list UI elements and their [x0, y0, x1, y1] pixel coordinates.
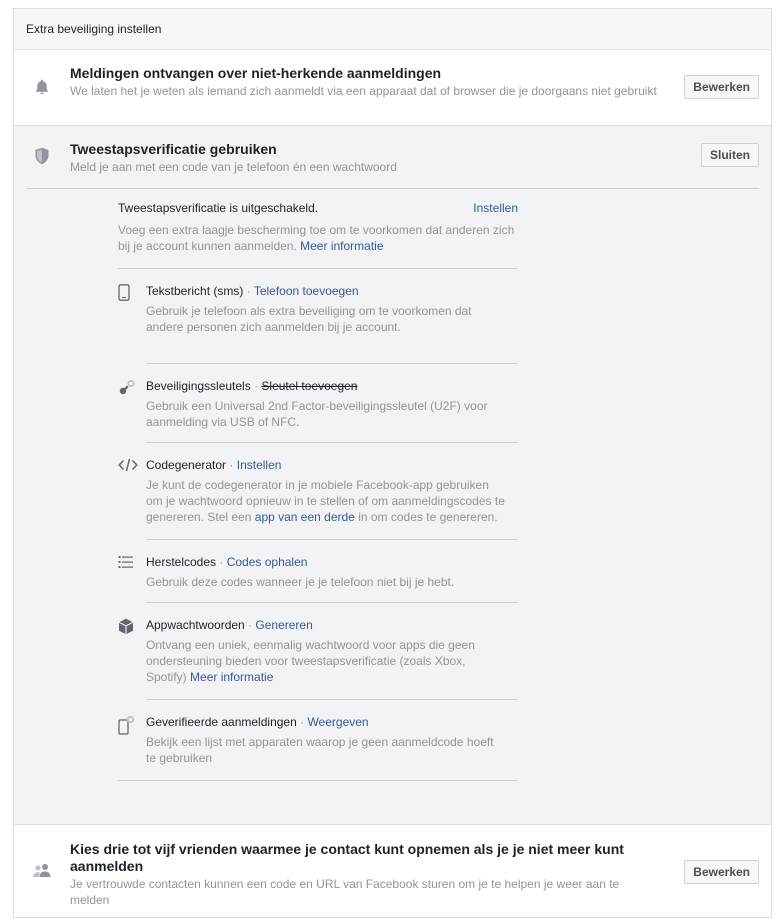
get-codes-link[interactable]: Codes ophalen [226, 555, 308, 569]
method-app-passwords-description [146, 637, 506, 685]
method-sms [118, 269, 518, 335]
separator: · [244, 618, 256, 632]
add-phone-link[interactable]: Telefoon toevoegen [253, 284, 359, 298]
two-factor-setup-link[interactable]: Instellen [473, 201, 518, 215]
method-keys-name: Beveiligingssleutels [146, 379, 251, 393]
device-icon [118, 714, 146, 766]
cube-icon [118, 617, 146, 685]
code-generator-setup-link[interactable]: Instellen [236, 458, 282, 472]
two-factor-description: Meld je aan met een code van je telefoon én een wachtwoord [70, 160, 397, 174]
phone-icon [118, 283, 146, 335]
separator: · [243, 284, 254, 298]
separator: · [296, 715, 308, 729]
third-party-app-link[interactable]: app van een derde [254, 510, 355, 524]
two-factor-content [118, 200, 518, 781]
login-alerts-edit-button[interactable]: Bewerken [684, 75, 759, 99]
separator: · [250, 379, 262, 393]
code-icon [118, 457, 146, 525]
bell-icon [14, 65, 70, 95]
method-recovery-codes [118, 540, 518, 590]
method-divider [118, 780, 518, 781]
trusted-contacts-title: Kies drie tot vijf vrienden waarmee je contact kunt opnemen als je je niet meer kunt aanmelden [70, 841, 624, 874]
trusted-contacts-row [14, 824, 771, 920]
method-recovery-name: Herstelcodes [146, 555, 217, 569]
login-alerts-row [14, 50, 771, 126]
two-factor-intro [118, 222, 518, 254]
add-key-link: Sleutel toevoegen [261, 379, 358, 393]
method-app-passwords-name: Appwachtwoorden [146, 618, 245, 632]
app-passwords-text: Ontvang een uniek, eenmalig wachtwoord voor apps die geen ondersteuning bieden voor tweestapsverificatie (zoals Xbox, Spotify) [146, 638, 475, 684]
method-sms-description: Gebruik je telefoon als extra beveiliging om te voorkomen dat andere personen zich aanmelden bij je account. [146, 304, 472, 334]
trusted-contacts-edit-button[interactable]: Bewerken [684, 860, 759, 884]
key-icon [118, 378, 146, 430]
panel-title: Extra beveiliging instellen [26, 22, 162, 36]
separator: · [226, 458, 237, 472]
two-factor-title: Tweestapsverificatie gebruiken [70, 141, 277, 157]
security-panel [13, 8, 772, 918]
trusted-contacts-description: Je vertrouwde contacten kunnen een code en URL van Facebook sturen om je te helpen je weer aan te melden [70, 877, 620, 907]
app-passwords-learn-more-link[interactable]: Meer informatie [190, 670, 274, 684]
method-code-generator [118, 443, 518, 525]
intro-learn-more-link[interactable]: Meer informatie [300, 239, 384, 253]
generate-link[interactable]: Genereren [255, 618, 313, 632]
shield-icon [14, 141, 70, 165]
two-factor-details [14, 188, 771, 824]
panel-header [14, 9, 771, 50]
separator: · [216, 555, 227, 569]
intro-text: Voeg een extra laagje bescherming toe om te voorkomen dat anderen zich bij je account kunnen aanmelden. [118, 223, 515, 253]
method-keys-description: Gebruik een Universal 2nd Factor-beveiligingssleutel (U2F) voor aanmelding via USB of NFC. [146, 399, 488, 429]
two-factor-status: Tweestapsverificatie is uitgeschakeld. [118, 201, 319, 215]
method-logins-name: Geverifieerde aanmeldingen [146, 715, 297, 729]
method-security-keys [118, 364, 518, 430]
two-factor-row[interactable] [14, 126, 771, 188]
code-description-post: in om codes te genereren. [358, 510, 498, 524]
method-recovery-description: Gebruik deze codes wanneer je je telefoon niet bij je hebt. [146, 575, 455, 589]
method-sms-name: Tekstbericht (sms) [146, 284, 244, 298]
method-code-name: Codegenerator [146, 458, 227, 472]
code-description-pre: Je kunt de codegenerator in je mobiele Facebook-app gebruiken om je wachtwoord opnieuw in te stellen of om aanmeldingscodes te genereren. Stel een [146, 478, 505, 524]
method-code-description [146, 477, 506, 525]
two-factor-status-line [118, 200, 518, 216]
view-link[interactable]: Weergeven [307, 715, 369, 729]
method-logins-description: Bekijk een lijst met apparaten waarop je geen aanmeldcode hoeft te gebruiken [146, 735, 494, 765]
login-alerts-title: Meldingen ontvangen over niet-herkende aanmeldingen [70, 65, 442, 81]
method-app-passwords [118, 603, 518, 685]
details-divider [26, 188, 759, 189]
method-authorized-logins [118, 700, 518, 766]
login-alerts-description: We laten het je weten als iemand zich aanmeldt via een apparaat dat of browser die je doorgaans niet gebruikt [70, 84, 657, 98]
friends-icon [14, 841, 70, 877]
two-factor-close-button[interactable]: Sluiten [701, 143, 759, 167]
list-icon [118, 554, 146, 590]
